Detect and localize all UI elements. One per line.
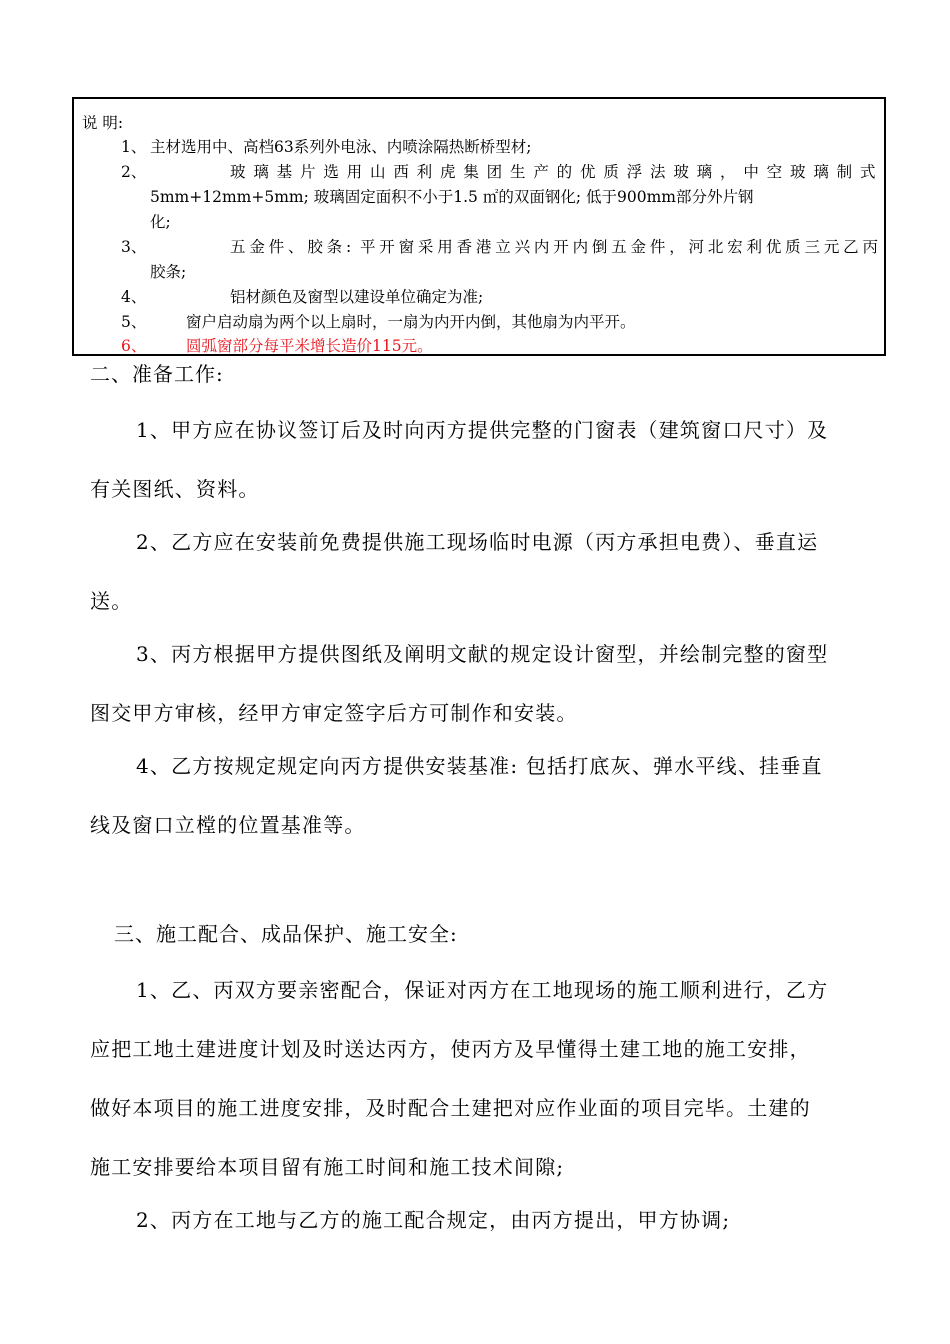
note-4-text: 铝材颜色及窗型以建设单位确定为准; — [230, 288, 484, 306]
note-4-number: 4、 — [121, 288, 147, 306]
s2-paragraph-2-line-1: 2、乙方应在安装前免费提供施工现场临时电源（丙方承担电费）、垂直运 — [136, 530, 819, 554]
s2-paragraph-3-line-1: 3、丙方根据甲方提供图纸及阐明文献的规定设计窗型，并绘制完整的窗型 — [136, 642, 829, 666]
note-5-number: 5、 — [121, 313, 147, 331]
s3-paragraph-1-line-3: 做好本项目的施工进度安排，及时配合土建把对应作业面的项目完毕。土建的 — [90, 1096, 811, 1120]
s3-paragraph-1-line-1: 1、乙、丙双方要亲密配合，保证对丙方在工地现场的施工顺利进行，乙方 — [136, 978, 829, 1002]
note-1-number: 1、 — [121, 138, 147, 156]
s2-paragraph-1-line-1: 1、甲方应在协议签订后及时向丙方提供完整的门窗表（建筑窗口尺寸）及 — [136, 418, 829, 442]
s3-paragraph-1-line-2: 应把工地土建进度计划及时送达丙方，使丙方及早懂得土建工地的施工安排， — [90, 1037, 811, 1061]
note-3-continuation: 胶条; — [150, 263, 187, 281]
note-2-continuation: 5mm+12mm+5mm; 玻璃固定面积不小于1.5 ㎡的双面钢化; 低于900mm部分外片钢 — [150, 188, 754, 206]
note-3-number: 3、 — [121, 238, 147, 256]
s3-paragraph-1-line-4: 施工安排要给本项目留有施工时间和施工技术间隙; — [90, 1155, 565, 1179]
s2-paragraph-3-line-2: 图交甲方审核，经甲方审定签字后方可制作和安装。 — [90, 701, 578, 725]
section-3-title: 三、施工配合、成品保护、施工安全: — [114, 922, 458, 946]
note-6-number: 6、 — [121, 337, 147, 355]
note-5-text: 窗户启动扇为两个以上扇时，一扇为内开内倒，其他扇为内平开。 — [186, 313, 636, 331]
notes-heading: 说 明: — [82, 114, 124, 132]
s2-paragraph-4-line-1: 4、乙方按规定规定向丙方提供安装基准: 包括打底灰、弹水平线、挂垂直 — [136, 754, 823, 778]
note-2-text: 玻璃基片选用山西利虎集团生产的优质浮法玻璃，中空玻璃制式 — [230, 163, 878, 181]
note-6-text: 圆弧窗部分每平米增长造价115元。 — [186, 337, 433, 355]
s2-paragraph-4-line-2: 线及窗口立樘的位置基准等。 — [90, 813, 366, 837]
note-3-text: 五金件、胶条: 平开窗采用香港立兴内开内倒五金件，河北宏利优质三元乙丙 — [230, 238, 878, 256]
note-2-number: 2、 — [121, 163, 147, 181]
s2-paragraph-1-line-2: 有关图纸、资料。 — [90, 477, 260, 501]
note-2-continuation-2: 化; — [150, 213, 171, 231]
section-2-title: 二、准备工作: — [90, 362, 224, 386]
s3-paragraph-2-line-1: 2、丙方在工地与乙方的施工配合规定，由丙方提出，甲方协调; — [136, 1208, 731, 1232]
note-1-text: 主材选用中、高档63系列外电泳、内喷涂隔热断桥型材; — [150, 138, 532, 156]
s2-paragraph-2-line-2: 送。 — [90, 589, 133, 613]
